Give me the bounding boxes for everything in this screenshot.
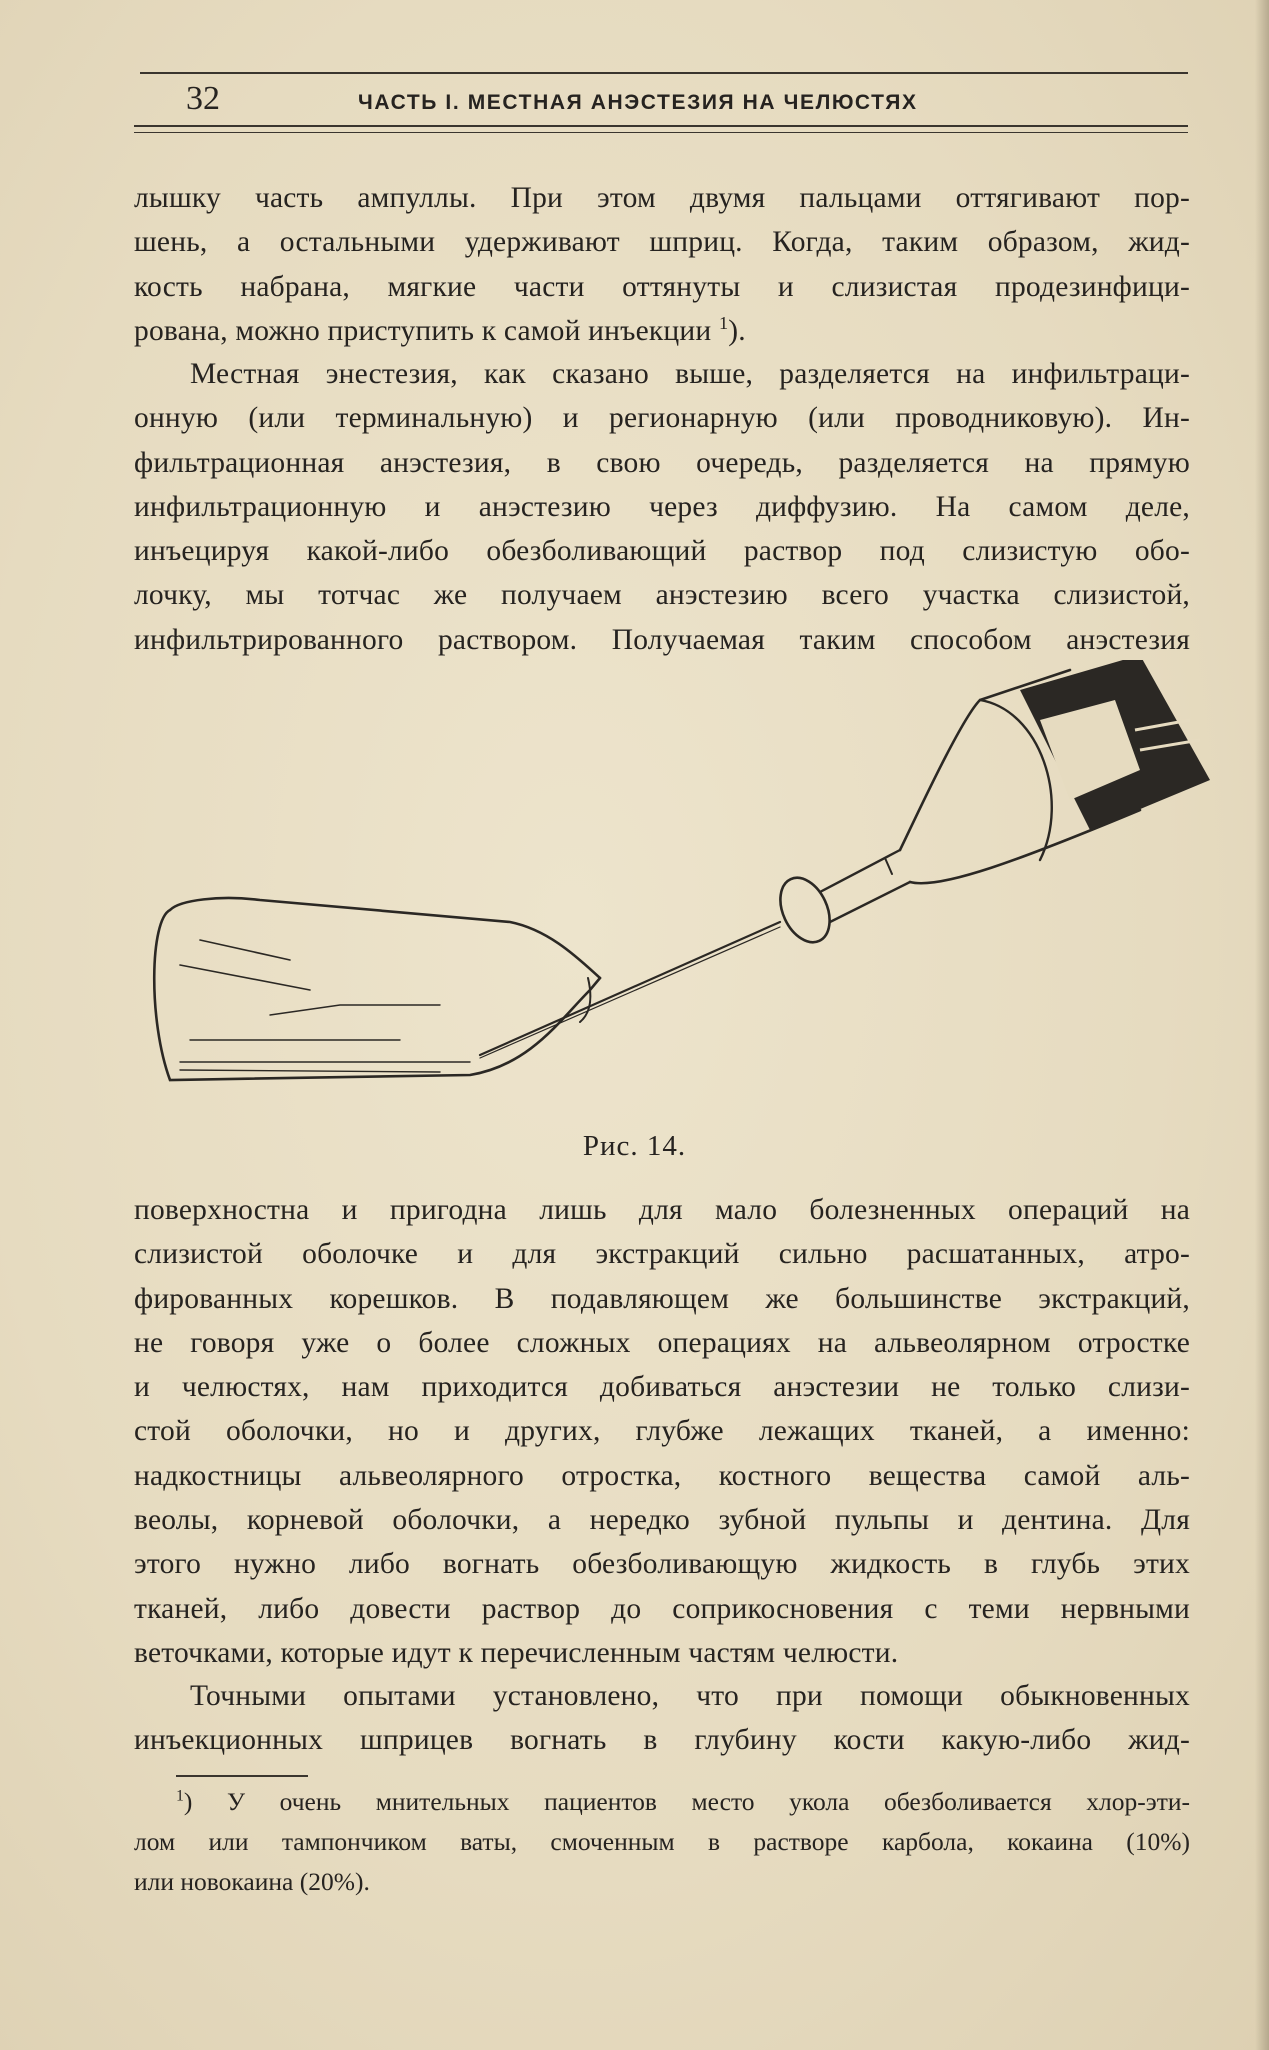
text-line: лочку, мы тотчас же получаем анэстезию всего участка слизистой, bbox=[134, 579, 1190, 612]
text-line: фированных корешков. В подавляющем же большинстве экстракций, bbox=[134, 1282, 1190, 1315]
text-line: лышку часть ампуллы. При этом двумя пальцами оттягивают пор- bbox=[134, 182, 1190, 214]
text-line: Точными опытами установлено, что при помощи обыкновенных bbox=[190, 1680, 1190, 1712]
paragraph-3 bbox=[134, 1188, 1190, 1675]
paragraph-1 bbox=[134, 176, 1190, 353]
footnote-mark: 1 bbox=[176, 1787, 184, 1805]
footnote-line: лом или тампончиком ваты, смоченным в растворе карбола, кокаина (10%) bbox=[134, 1827, 1190, 1856]
text-line: инфильтрационную и анэстезию через диффузию. На самом деле, bbox=[134, 490, 1190, 523]
ampule-liquid-line bbox=[180, 1070, 440, 1072]
ampule-highlight bbox=[200, 940, 290, 960]
syringe-tip bbox=[820, 850, 910, 922]
syringe-tip-ring bbox=[885, 858, 892, 874]
paragraph-4 bbox=[134, 1674, 1190, 1763]
ampule-outline-bottom bbox=[154, 910, 600, 1080]
text-line: надкостницы альвеолярного отростка, костного вещества самой аль- bbox=[134, 1459, 1190, 1492]
footnote bbox=[134, 1782, 1190, 1902]
text-line: веточками, которые идут к перечисленным частям челюсти. bbox=[134, 1636, 899, 1669]
text-line: поверхностна и пригодна лишь для мало болезненных операций на bbox=[134, 1194, 1190, 1226]
footnote-line bbox=[134, 1782, 1190, 1822]
text-line: стой оболочки, но и других, глубже лежащих тканей, а именно: bbox=[134, 1415, 1190, 1448]
needle bbox=[480, 922, 780, 1055]
text-line: не говоря уже о более сложных операциях на альвеолярном отростке bbox=[134, 1326, 1190, 1359]
footnote-rule bbox=[176, 1775, 308, 1777]
text-line: слизистой оболочке и для экстракций сильно расшатанных, атро- bbox=[134, 1238, 1190, 1271]
footnote-text: ) У очень мнительных пациентов место укола обезболивается хлор-эти- bbox=[183, 1787, 1190, 1816]
figure-caption: Рис. 14. bbox=[582, 1130, 687, 1162]
paragraph-2 bbox=[134, 352, 1190, 662]
needle-hub bbox=[771, 870, 840, 950]
text-line bbox=[134, 309, 1190, 353]
footnote-mark: 1 bbox=[718, 313, 729, 334]
text-line: инъекционных шприцев вогнать в глубину кости какую-либо жид- bbox=[134, 1724, 1190, 1757]
header-rule-bottom bbox=[134, 125, 1188, 127]
ampule-outline-top bbox=[170, 898, 600, 978]
ampule-highlight bbox=[180, 965, 310, 990]
text-line: этого нужно либо вогнать обезболивающую жидкость в глубь этих bbox=[134, 1548, 1190, 1581]
text-line: инъецируя какой-либо обезболивающий раствор под слизистую обо- bbox=[134, 535, 1190, 568]
ampule-highlight bbox=[270, 1005, 440, 1015]
text-line: шень, а остальными удерживают шприц. Когда, таким образом, жид- bbox=[134, 226, 1190, 259]
page-edge-shadow bbox=[1255, 0, 1269, 2050]
text-fragment: ). bbox=[728, 314, 746, 347]
page-number: 32 bbox=[186, 80, 220, 117]
text-line: тканей, либо довести раствор до соприкосновения с теми нервными bbox=[134, 1592, 1190, 1625]
text-fragment: рована, можно приступить к самой инъекции bbox=[134, 314, 712, 347]
text-line: веолы, корневой оболочки, а нередко зубной пульпы и дентина. Для bbox=[134, 1504, 1190, 1537]
needle-edge bbox=[480, 927, 780, 1058]
running-head: ЧАСТЬ I. МЕСТНАЯ АНЭСТЕЗИЯ НА ЧЕЛЮСТЯХ bbox=[358, 91, 918, 114]
header-rule-top bbox=[140, 72, 1188, 74]
text-line: фильтрационная анэстезия, в свою очередь, разделяется на прямую bbox=[134, 446, 1190, 479]
text-line: и челюстях, нам приходится добиваться анэстезии не только слизи- bbox=[134, 1371, 1190, 1404]
text-line: онную (или терминальную) и регионарную (или проводниковую). Ин- bbox=[134, 402, 1190, 435]
text-line: инфильтрированного раствором. Получаемая таким способом анэстезия bbox=[134, 623, 1190, 656]
text-line: кость набрана, мягкие части оттянуты и слизистая продезинфици- bbox=[134, 270, 1190, 303]
footnote-line: или новокаина (20%). bbox=[134, 1867, 370, 1896]
syringe-ampule-illustration bbox=[140, 660, 1220, 1100]
header-rule-bottom-thin bbox=[134, 132, 1188, 133]
text-line: Местная энестезия, как сказано выше, разделяется на инфильтраци- bbox=[190, 358, 1190, 390]
